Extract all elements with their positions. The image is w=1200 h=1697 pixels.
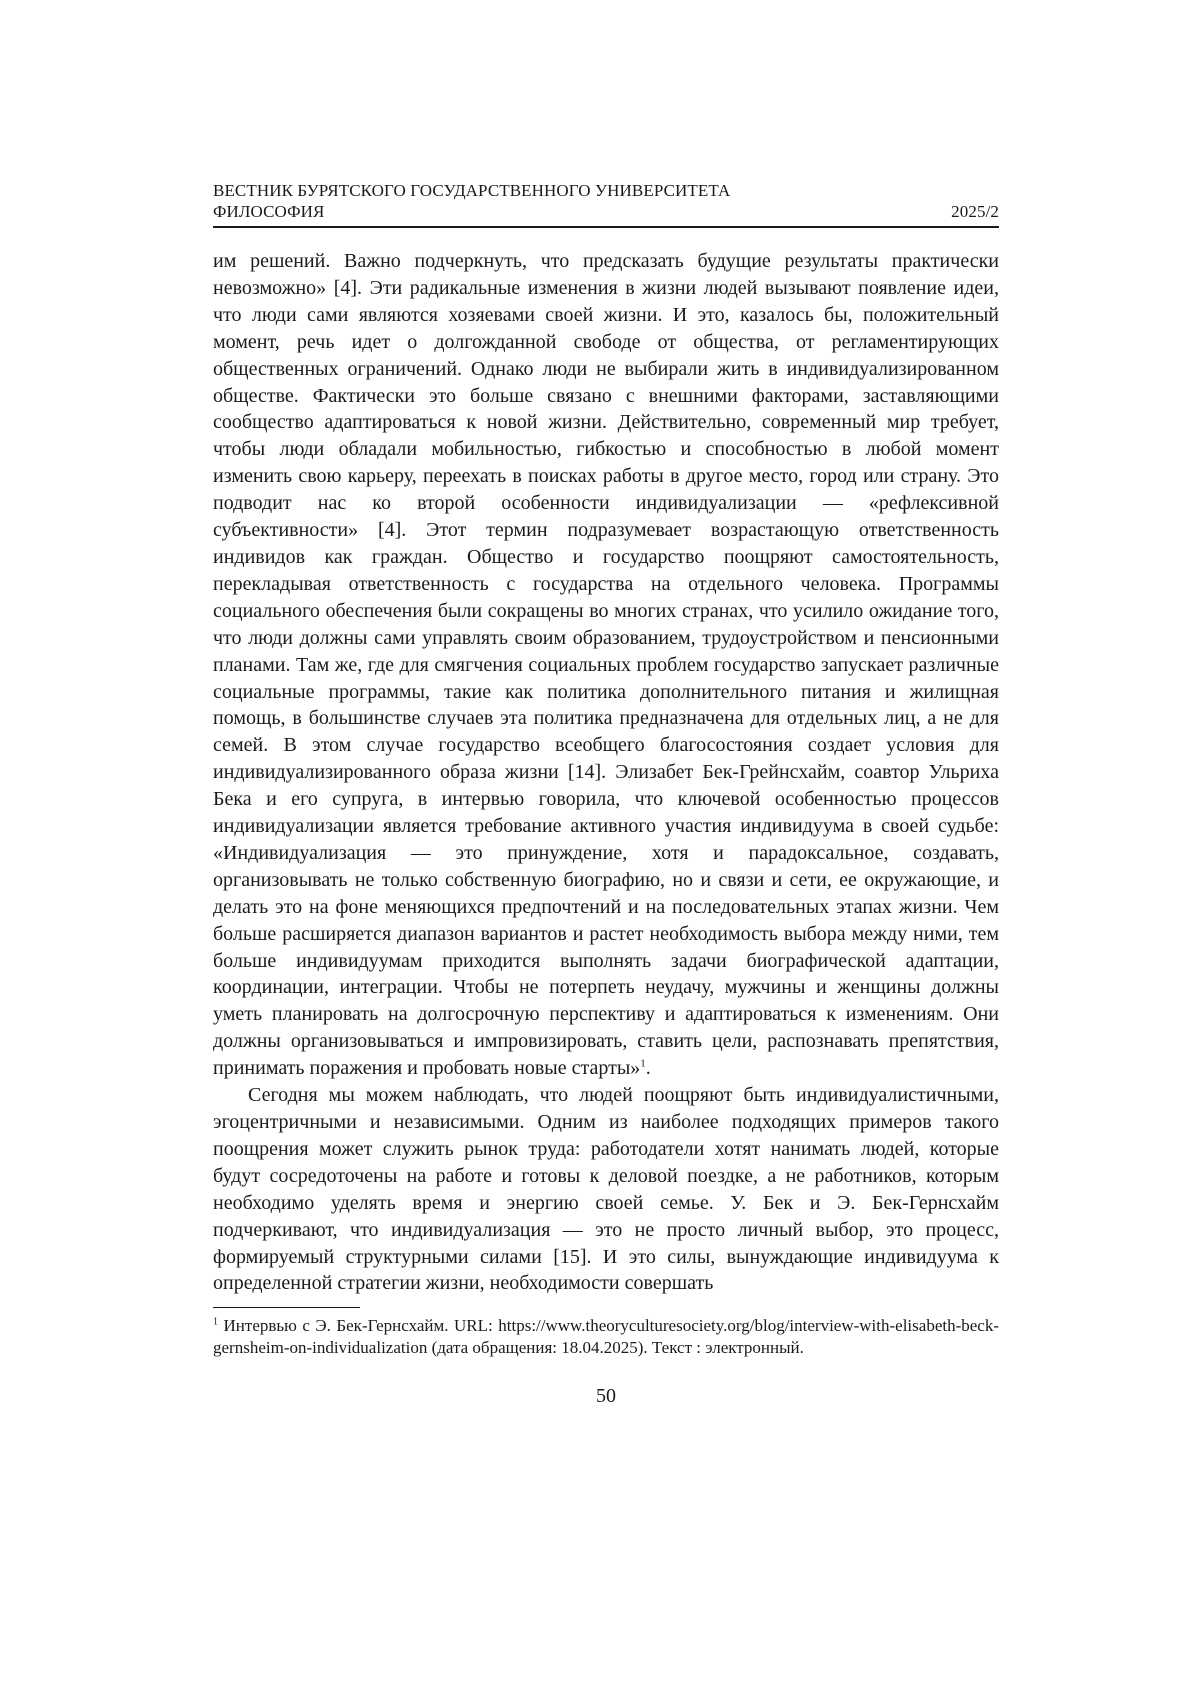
running-head-row: [213, 201, 999, 222]
footnote-text: Интервью с Э. Бек-Гернсхайм. URL: https://www.theoryculturesociety.org/blog/interview-with-elisabeth-beck-gernsheim-on-individualization (дата обращения: 18.04.2025). Текст : электронный.: [213, 1316, 999, 1357]
section-name: ФИЛОСОФИЯ: [213, 201, 325, 222]
footnote-reference[interactable]: 1: [640, 1058, 646, 1070]
footnote-rule: [213, 1307, 360, 1308]
issue-number: 2025/2: [951, 201, 999, 222]
page-number: 50: [213, 1385, 999, 1408]
header-rule: [213, 226, 999, 228]
body-text: [213, 248, 999, 1297]
footnote-marker: 1: [213, 1317, 218, 1328]
page: [213, 180, 999, 1408]
paragraph: Сегодня мы можем наблюдать, что людей поощряют быть индивидуалистичными, эгоцентричными и независимыми. Одним из наиболее подходящих примеров такого поощрения может служить рынок труда: работодатели хотят нанимать людей, которые будут сосредоточены на работе и готовы к деловой поездке, а не работников, которым необходимо уделять время и энергию своей семье. У. Бек и Э. Бек-Гернсхайм подчеркивают, что индивидуализация — это не просто личный выбор, это процесс, формируемый структурными силами [15]. И это силы, вынуждающие индивидуума к определенной стратегии жизни, необходимости совершать: [213, 1082, 999, 1297]
journal-title: ВЕСТНИК БУРЯТСКОГО ГОСУДАРСТВЕННОГО УНИВЕРСИТЕТА: [213, 180, 999, 201]
paragraph: [213, 248, 999, 1082]
running-head: [213, 180, 999, 222]
footnote: [213, 1315, 999, 1359]
paragraph-end: .: [646, 1057, 651, 1079]
paragraph-text: им решений. Важно подчеркнуть, что предсказать будущие результаты практически невозможно» [4]. Эти радикальные изменения в жизни людей вызывают появление идеи, что люди сами являются хозяевами своей жизни. И это, казалось бы, положительный момент, речь идет о долгожданной свободе от общества, от регламентирующих общественных ограничений. Однако люди не выбирали жить в индивидуализированном обществе. Фактически это больше связано с внешними факторами, заставляющими сообщество адаптироваться к новой жизни. Действительно, современный мир требует, чтобы люди обладали мобильностью, гибкостью и способностью в любой момент изменить свою карьеру, переехать в поисках работы в другое место, город или страну. Это подводит нас ко второй особенности индивидуализации — «рефлексивной субъективности» [4]. Этот термин подразумевает возрастающую ответственность индивидов как граждан. Общество и государство поощряют самостоятельность, перекладывая ответственность с государства на отдельного человека. Программы социального обеспечения были сокращены во многих странах, что усилило ожидание того, что люди должны сами управлять своим образованием, трудоустройством и пенсионными планами. Там же, где для смягчения социальных проблем государство запускает различные социальные программы, такие как политика дополнительного питания и жилищная помощь, в большинстве случаев эта политика предназначена для отдельных лиц, а не для семей. В этом случае государство всеобщего благосостояния создает условия для индивидуализированного образа жизни [14]. Элизабет Бек-Грейнсхайм, соавтор Ульриха Бека и его супруга, в интервью говорила, что ключевой особенностью процессов индивидуализации является требование активного участия индивидуума в своей судьбе: «Индивидуализация — это принуждение, хотя и парадоксальное, создавать, организовывать не только собственную биографию, но и связи и сети, ее окружающие, и делать это на фоне меняющихся предпочтений и на последовательных этапах жизни. Чем больше расширяется диапазон вариантов и растет необходимость выбора между ними, тем больше индивидуумам приходится выполнять задачи биографической адаптации, координации, интеграции. Чтобы не потерпеть неудачу, мужчины и женщины должны уметь планировать на долгосрочную перспективу и адаптироваться к изменениям. Они должны организовываться и импровизировать, ставить цели, распознавать препятствия, принимать поражения и пробовать новые старты»: [213, 250, 999, 1079]
